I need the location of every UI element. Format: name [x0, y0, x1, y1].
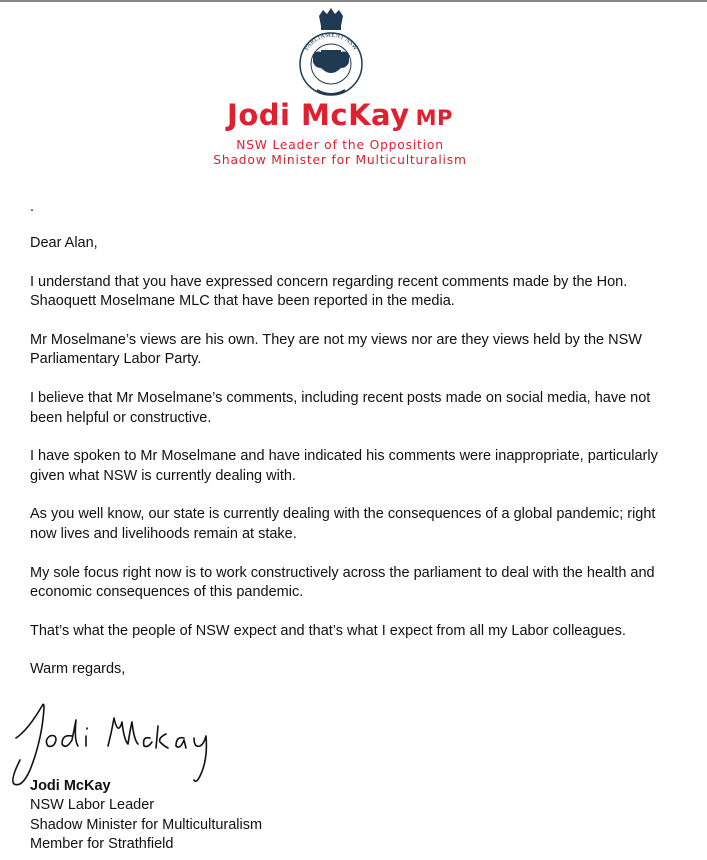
- paragraph: I believe that Mr Moselmane’s comments, including recent posts made on social media, have not been helpful or constructive.: [30, 390, 651, 426]
- paragraph: I understand that you have expressed concern regarding recent comments made by the Hon. Shaoquett Moselmane MLC that have been reported in the media.: [30, 274, 628, 310]
- letterhead-role-1: NSW Leader of the Opposition: [236, 138, 444, 152]
- letterhead-name: [0, 98, 680, 132]
- signatory-title: Shadow Minister for Multiculturalism: [30, 816, 263, 833]
- signatory-title: NSW Labor Leader: [30, 797, 155, 814]
- paragraph: As you well know, our state is currently dealing with the consequences of a global pandemic; right now lives and livelihoods remain at stake.: [30, 506, 656, 542]
- svg-text:PARLIAMENT NSW: [303, 32, 359, 53]
- paragraph: Mr Moselmane’s views are his own. They are not my views nor are they views held by the NSW Parliamentary Labor Party.: [30, 332, 642, 368]
- crest-lettering: PARLIAMENT NSW: [303, 31, 359, 52]
- member-name: Jodi McKay: [227, 98, 410, 132]
- signature-block: [30, 777, 262, 854]
- top-border: [0, 0, 707, 2]
- paragraph: I have spoken to Mr Moselmane and have indicated his comments were inappropriate, particularly given what NSW is currently dealing with.: [30, 448, 658, 484]
- letter-body: [30, 198, 680, 699]
- signatory-name: Jodi McKay: [30, 778, 111, 794]
- signatory-title: Member for Strathfield: [30, 835, 174, 852]
- stray-dot: .: [30, 199, 35, 215]
- paragraph: My sole focus right now is to work constructively across the parliament to deal with the health and economic consequences of this pandemic.: [30, 564, 655, 600]
- paragraph: That’s what the people of NSW expect and that’s what I expect from all my Labor colleagues.: [30, 622, 626, 639]
- signoff: Warm regards,: [30, 661, 126, 678]
- post-nominal: MP: [415, 106, 453, 130]
- salutation: Dear Alan,: [30, 235, 98, 252]
- parliament-crest-logo: [291, 6, 371, 98]
- letterhead-role-2: Shadow Minister for Multiculturalism: [213, 153, 467, 167]
